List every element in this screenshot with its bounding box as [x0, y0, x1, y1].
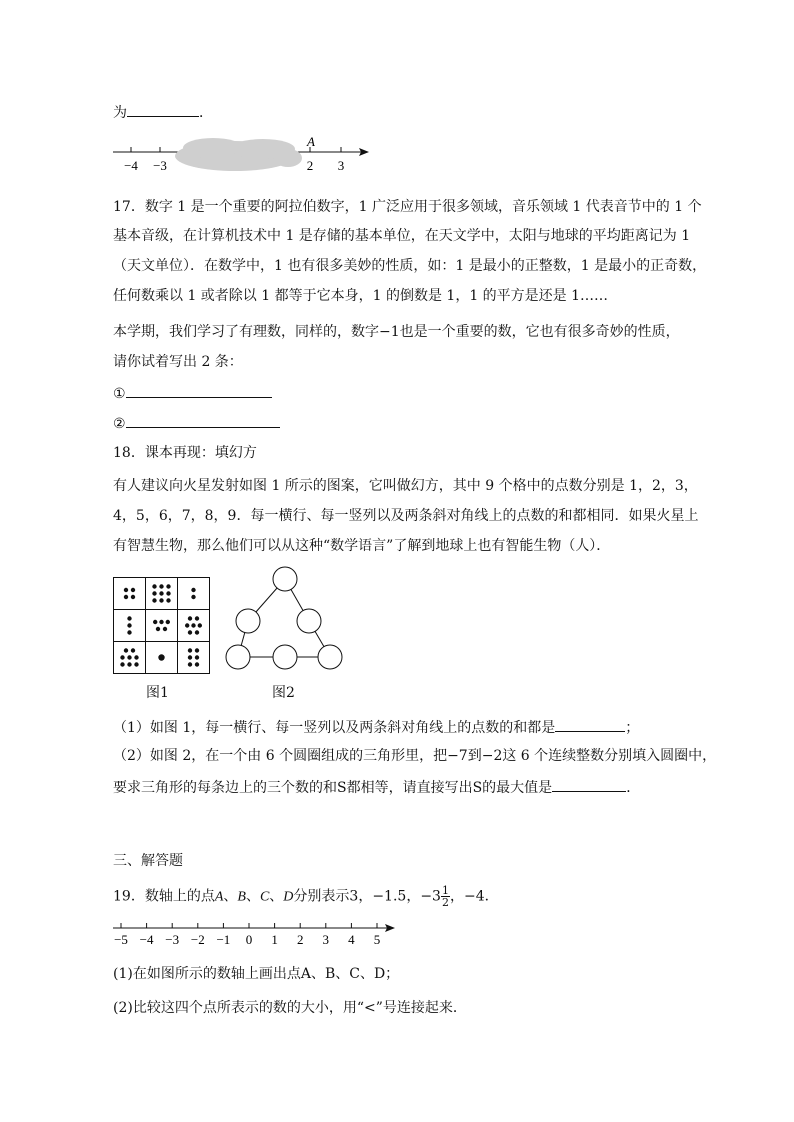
q17-answer-blank-2[interactable] [126, 413, 280, 428]
dot [159, 584, 163, 588]
tick-label: −5 [114, 932, 128, 947]
fig1-caption: 图1 [146, 685, 169, 701]
q17-line: 请你试着写出 2 条： [113, 354, 243, 370]
ink-blot [175, 138, 302, 171]
dot [159, 620, 163, 624]
tick-label: 3 [337, 158, 345, 173]
section-title: 三、解答题 [113, 853, 183, 869]
dot [195, 616, 199, 620]
dot [198, 623, 202, 627]
dot [134, 655, 138, 659]
magic-square-cell [191, 588, 195, 599]
magic-square-cell [158, 654, 164, 660]
q17-line: 任何数乘以 1 或者除以 1 都等于它本身，1 的倒数是 1，1 的平方是还是 1…… [113, 288, 609, 304]
magic-square-figure [113, 577, 211, 675]
dot [195, 662, 199, 666]
fraction-one-half: $\frac{1}{2}$ [441, 884, 449, 909]
dot [188, 662, 192, 666]
dot [188, 655, 192, 659]
point-a-label: A [307, 134, 315, 149]
triangle-circle[interactable] [318, 645, 342, 669]
dot [191, 595, 195, 599]
dot [127, 662, 131, 666]
q19-sub2: (2)比较这四个点所表示的数的大小，用“<”号连接起来． [113, 1000, 467, 1016]
dot [195, 648, 199, 652]
dot [195, 655, 199, 659]
dot [127, 623, 131, 627]
magic-square-cell [152, 584, 170, 602]
dot [152, 598, 156, 602]
q17-line: 基本音级，在计算机技术中 1 是存储的基本单位，在天文学中，太阳与地球的平均距离记为 1 [113, 228, 691, 244]
triangle-circle[interactable] [236, 609, 260, 633]
q16-answer-blank[interactable] [127, 102, 199, 117]
magic-square-cell [124, 588, 135, 599]
tick-label: 5 [373, 932, 381, 947]
dot [124, 588, 128, 592]
dot [166, 584, 170, 588]
q19-number-line[interactable] [113, 918, 403, 950]
dot [124, 595, 128, 599]
dot [188, 648, 192, 652]
circle-triangle-figure [224, 565, 346, 673]
triangle-circle[interactable] [297, 609, 321, 633]
dot [127, 616, 131, 620]
dot [120, 662, 124, 666]
tick-label: −3 [165, 932, 180, 947]
magic-square-cell [120, 648, 138, 666]
dot [153, 620, 157, 624]
dot [127, 630, 131, 634]
dot [188, 616, 192, 620]
dot [152, 591, 156, 595]
q17-item-1: ① [113, 383, 272, 403]
dot [124, 648, 128, 652]
triangle-circle[interactable] [226, 645, 250, 669]
magic-square-cell [153, 620, 170, 631]
q18-answer-blank-1[interactable] [555, 717, 625, 732]
q18-line: 有智慧生物，那么他们可以从这种“数学语言”了解到地球上也有智能生物（人）． [113, 538, 611, 554]
tick-label: 2 [306, 158, 314, 173]
dot [156, 627, 160, 631]
q18-sub2-line2: 要求三角形的每条边上的三个数的和S都相等，请直接写出S的最大值是 ． [113, 777, 640, 797]
fig2-caption: 图2 [272, 685, 295, 701]
dot [195, 630, 199, 634]
tick-label: 0 [245, 932, 253, 947]
tick-label: 2 [296, 932, 304, 947]
dot [185, 623, 189, 627]
tick-label: 3 [322, 932, 330, 947]
triangle-circle[interactable] [273, 567, 297, 591]
dot [131, 588, 135, 592]
dot [158, 654, 164, 660]
magic-square-cell [127, 616, 131, 634]
q18-sub1: （1）如图 1，每一横行、每一竖列以及两条斜对角线上的点数的和都是 ； [113, 717, 639, 737]
q18-sub2-line1: （2）如图 2，在一个由 6 个圆圈组成的三角形里，把−7到−2这 6 个连续整数分别填入圆圈中， [113, 748, 717, 764]
dot [120, 655, 124, 659]
dot [127, 655, 131, 659]
dot [134, 662, 138, 666]
dot [166, 591, 170, 595]
dot [159, 598, 163, 602]
dot [166, 620, 170, 624]
dot [152, 584, 156, 588]
q17-item-2: ② [113, 413, 280, 433]
q18-title: 18．课本再现：填幻方 [113, 445, 257, 461]
dot [163, 627, 167, 631]
tick-label: 4 [348, 932, 355, 947]
q18-line: 4，5，6，7，8，9．每一横行、每一竖列以及两条斜对角线上的点数的和都相同．如果火星上 [113, 508, 699, 524]
q18-answer-blank-2[interactable] [552, 777, 626, 792]
q17-line: 本学期，我们学习了有理数，同样的，数字−1也是一个重要的数，它也有很多奇妙的性质， [113, 324, 680, 340]
tick-label: −4 [139, 932, 154, 947]
q18-line: 有人建议向火星发射如图 1 所示的图案，它叫做幻方，其中 9 个格中的点数分别是 1，2，3， [113, 478, 698, 494]
dot [159, 591, 163, 595]
tick-label: −2 [190, 932, 205, 947]
magic-square-cell [185, 616, 202, 634]
dot [191, 588, 195, 592]
dot [188, 630, 192, 634]
magic-square-cell [188, 648, 199, 666]
tick-label: −3 [153, 158, 167, 173]
dot [191, 623, 195, 627]
triangle-circle[interactable] [273, 645, 297, 669]
q16-answer-line: 为 ． [113, 102, 213, 122]
q17-answer-blank-1[interactable] [126, 383, 272, 398]
dot [166, 598, 170, 602]
q17-line: 17．数字 1 是一个重要的阿拉伯数字，1 广泛应用于很多领域，音乐领域 1 代表音节中的 1 个 [113, 199, 702, 215]
q17-line: （天文单位）．在数学中，1 也有很多美妙的性质，如：1 是最小的正整数，1 是最小的正奇数， [113, 258, 707, 274]
dot [131, 595, 135, 599]
tick-label: −1 [216, 932, 231, 947]
tick-label: 1 [271, 932, 278, 947]
q19-sub1: (1)在如图所示的数轴上画出点A、B、C、D； [113, 966, 400, 982]
dot [131, 648, 135, 652]
q16-number-line [113, 132, 373, 177]
q19-stem: 19．数轴上的点A、B、C、D分别表示3，−1.5，−3 $\frac{1}{2}$ ，−4． [113, 884, 499, 909]
tick-label: −4 [124, 158, 138, 173]
